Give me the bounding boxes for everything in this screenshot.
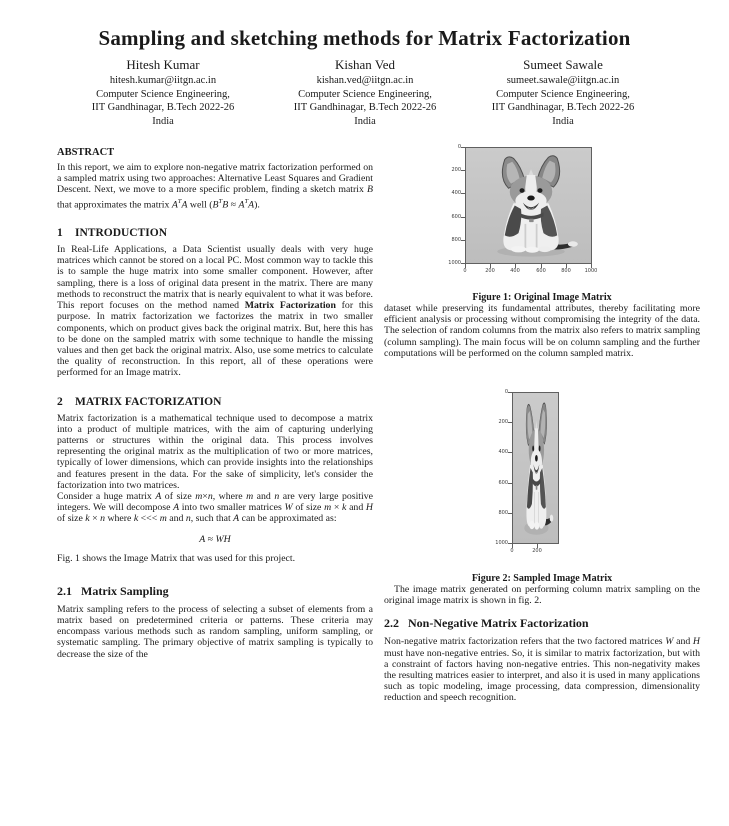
subsection-heading-matrix-sampling [57,584,373,599]
x-axis-tick-label: 0 [463,268,467,274]
figure-2-axes-frame [512,392,559,544]
author-affiliation-2: IIT Gandhinagar, B.Tech 2022-26 [491,102,635,113]
author-block [250,57,480,128]
abstract-text: In this report, we aim to explore non-negative matrix factorization performed on a sampled matrix using two approaches: Alternative Least Squares and Gradient Descent. Next, we move to a more specific problem, finding a sketch matrix B that approximates the matrix $A^TA$ well $(B^TB \approx A^TA)$. [57,162,373,210]
author-block [448,57,678,128]
figure-2-reference-paragraph: The image matrix generated on performing column matrix sampling on the original image matrix is shown in fig. 2. [384,584,700,607]
figure-2-caption: Figure 2: Sampled Image Matrix [471,573,613,585]
paper-title: Sampling and sketching methods for Matrix Factorization [98,26,631,50]
section-heading-matrix-factorization [57,396,373,408]
figure-1-axes-frame [465,147,592,264]
section-title: INTRODUCTION [75,227,168,240]
figure-2-plot [478,389,568,557]
x-axis-tick-label: 400 [510,268,520,274]
section-heading-introduction [57,227,373,239]
y-axis-tick-label: 200 [498,419,508,426]
author-country: India [152,115,174,127]
author-email: hitesh.kumar@iitgn.ac.in [109,75,217,86]
y-axis-tick-label: 600 [451,214,461,220]
y-axis-tick-label: 1000 [448,260,461,266]
author-country: India [354,115,376,127]
matrix-factorization-paragraph-2: Consider a huge matrix A of size m×n, where m and n are very large positive integers. We will decompose A into two smaller matrices W of size m × k and H of size k × n where k <<< m and n, such that A can be approximated as: [57,490,373,525]
introduction-paragraph: In Real-Life Applications, a Data Scientist usually deals with very huge matrices which cannot be stored on a local PC. Most common way to tackle this is to sample the huge matrix into some smaller component. However, after sampling, there is a loss of original data present in the matrix. There are many methods to reconstruct the matrix that is nearly equivalent to what it was before. This report focuses on the method named Matrix Factorization for this purpose. In matrix factorization we factorizes the matrix in two smaller components, which on product gives back the original matrix. But, here this has to be done on the sampled matrix with some technique to handle the missing values and then get back the original matrix. Also, use some metrics to calculate the quality of reconstruction. In this report, all of these operations were performed for an Image matrix. [57,244,373,379]
corgi-image [466,148,591,263]
figure-1-plot [431,144,598,277]
y-axis-tick-label: 0 [457,144,461,150]
abstract-heading: ABSTRACT [57,147,115,158]
author-name: Hitesh Kumar [126,57,200,72]
y-axis-tick-label: 800 [451,237,461,243]
y-axis-tick-label: 0 [504,389,508,396]
y-axis-tick-label: 800 [498,510,508,517]
figure-1-reference-note: Fig. 1 shows the Image Matrix that was used for this project. [57,552,296,564]
section-title: Matrix Sampling [81,583,169,598]
left-column [57,145,373,660]
matrix-factorization-paragraph-1: Matrix factorization is a mathematical technique used to decompose a matrix into a product of multiple matrices, with the aim of capturing underlying patterns or structures within the original data. This process involves representing the original matrix as the multiplication of two or more matrices, typically of lower dimensions, which can provide insights into the relationships and features present in the data. For the sake of simplicity, let's consider the factorization into two matrices. [57,412,373,491]
section-title: MATRIX FACTORIZATION [75,395,222,408]
author-name: Kishan Ved [334,57,396,72]
author-affiliation-2: IIT Gandhinagar, B.Tech 2022-26 [293,102,437,113]
author-email: sumeet.sawale@iitgn.ac.in [506,75,620,86]
y-axis-tick-label: 400 [451,190,461,196]
x-axis-tick-label: 800 [561,268,571,274]
y-axis-tick-label: 200 [451,167,461,173]
section-title: Non-Negative Matrix Factorization [408,616,589,631]
author-block [48,57,278,128]
y-axis-tick-label: 1000 [495,540,508,547]
section-number: 2 [57,395,63,408]
matrix-sampling-paragraph: Matrix sampling refers to the process of selecting a subset of elements from a matrix based on predetermined criteria or patterns. These criteria may encompass various methods such as random sampling, uniform sampling, or systematic sampling. The primary objective of matrix sampling is typically to decrease the size of the [57,603,373,660]
author-affiliation-1: Computer Science Engineering, [496,88,630,100]
formula-a-wh: A ≈ WH [199,533,231,545]
author-name: Sumeet Sawale [523,57,603,72]
x-axis-tick-label: 200 [485,268,495,274]
section-number: 1 [57,227,63,240]
figure-1-caption: Figure 1: Original Image Matrix [472,292,612,303]
author-email: kishan.ved@iitgn.ac.in [316,75,414,86]
x-axis-tick-label: 600 [536,268,546,274]
nmf-paragraph: Non-negative matrix factorization refers that the two factored matrices W and H must have non-negative entries. So, it is similar to matrix factorization, but with a constraint of factors having non-negative entries. This non-negativity makes the resulting matrices easier to interpret, and also it is used in many applications such as topic modeling, image processing, data compression, dimensionality reduction and speech recognition. [384,636,700,704]
right-column [384,145,700,704]
x-axis-tick-label: 1000 [584,268,598,274]
author-affiliation-1: Computer Science Engineering, [298,88,432,100]
corgi-image-sampled [513,393,558,543]
author-affiliation-1: Computer Science Engineering, [96,88,230,100]
x-axis-tick-label: 0 [510,548,514,555]
sampling-continuation-paragraph: dataset while preserving its fundamental attributes, thereby facilitating more efficient analysis or processing without compromising the integrity of the data. The selection of random columns from the matrix also refers to matrix sampling (column sampling). The main focus will be on column sampling and the further computations will be performed on the column sampled matrix. [384,303,700,359]
author-affiliation-2: IIT Gandhinagar, B.Tech 2022-26 [91,102,235,113]
section-number: 2.2 [384,616,399,631]
subsection-heading-nmf [384,616,700,631]
y-axis-tick-label: 400 [498,449,508,456]
x-axis-tick-label: 200 [532,548,542,555]
author-country: India [552,115,574,127]
section-number: 2.1 [57,583,72,598]
y-axis-tick-label: 600 [498,480,508,487]
